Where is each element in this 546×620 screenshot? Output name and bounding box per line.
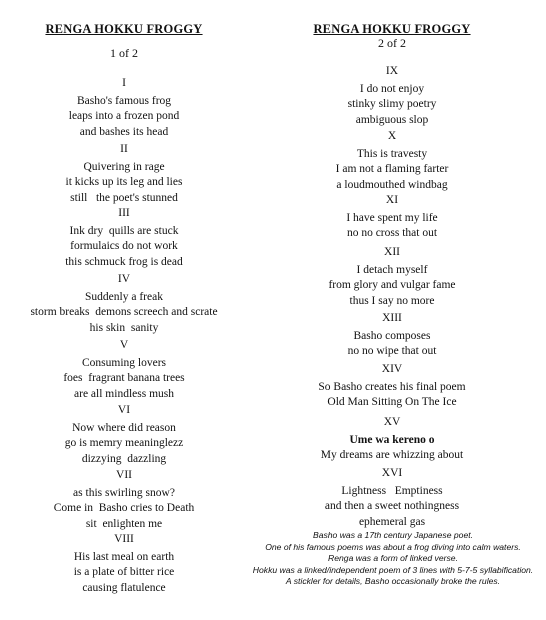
stanza-numeral: V <box>119 339 129 351</box>
stanza-line: from glory and vulgar fame <box>328 279 456 291</box>
footnotes <box>240 530 546 588</box>
stanza-line: So Basho creates his final poem <box>318 380 466 393</box>
stanza-numeral: X <box>387 130 397 142</box>
stanza-line: his skin sanity <box>89 321 159 334</box>
stanza-line: Basho composes <box>353 329 431 342</box>
stanza-line: Old Man Sitting On The Ice <box>327 396 457 408</box>
stanza-line: stinky slimy poetry <box>347 98 437 110</box>
stanza-line: are all mindless mush <box>74 387 174 400</box>
stanza-numeral: XII <box>384 246 400 258</box>
footnote-line: One of his famous poems was about a frog diving into calm waters. <box>265 541 521 552</box>
stanza-line: leaps into a frozen pond <box>68 110 180 122</box>
stanza-line: His last meal on earth <box>73 550 175 563</box>
stanza-line: Consuming lovers <box>81 356 166 369</box>
page-title-left: RENGA HOKKU FROGGY <box>45 22 203 36</box>
stanza-viii <box>20 532 228 596</box>
stanza-numeral: XV <box>383 416 401 428</box>
stanza-numeral: VIII <box>114 533 134 545</box>
footnote-line: Renga was a form of linked verse. <box>328 553 458 564</box>
stanza-xiv <box>272 362 512 411</box>
stanza-line: Ink dry quills are stuck <box>69 224 179 237</box>
stanza-line: no no wipe that out <box>347 345 437 357</box>
stanza-line: still the poet's stunned <box>70 191 178 204</box>
stanza-line: Come in Basho cries to Death <box>53 502 195 514</box>
stanza-line: it kicks up its leg and lies <box>65 176 183 188</box>
stanza-numeral: VI <box>117 404 131 416</box>
stanza-line: Suddenly a freak <box>85 290 163 303</box>
stanza-i <box>20 76 228 140</box>
stanza-line: no no cross that out <box>346 227 438 239</box>
stanza-line: Quivering in rage <box>83 160 165 173</box>
stanza-line: formulaics do not work <box>70 240 178 252</box>
stanza-iv <box>20 272 228 336</box>
stanza-numeral: XI <box>385 194 399 206</box>
stanza-line: Lightness Emptiness <box>341 484 443 497</box>
page-number-left: 1 of 2 <box>110 46 138 60</box>
footnote-line: Hokku was a linked/independent poem of 3 lines with 5-7-5 syllabification. <box>252 564 534 575</box>
stanza-line: My dreams are whizzing about <box>320 449 464 461</box>
stanza-xii <box>272 245 512 309</box>
stanza-line: I have spent my life <box>346 211 438 224</box>
stanza-numeral: III <box>118 207 130 219</box>
stanza-line: as this swirling snow? <box>73 486 175 499</box>
stanza-line: Basho's famous frog <box>76 94 172 107</box>
stanza-numeral: IX <box>385 65 399 77</box>
stanza-numeral: XIV <box>381 363 403 375</box>
stanza-line: I do not enjoy <box>359 82 425 95</box>
stanza-line: sit enlighten me <box>85 517 163 530</box>
stanza-xv <box>272 415 512 464</box>
stanza-line: a loudmouthed windbag <box>336 178 448 191</box>
stanza-line: is a plate of bitter rice <box>73 566 175 578</box>
stanza-numeral: XIII <box>382 312 402 324</box>
stanza-numeral: VII <box>116 469 132 481</box>
stanza-line: Now where did reason <box>72 421 176 434</box>
stanza-ii <box>20 142 228 206</box>
stanza-line: I detach myself <box>356 263 428 276</box>
stanza-ix <box>272 64 512 128</box>
stanza-line: Ume wa kereno o <box>349 433 435 446</box>
stanza-line: causing flatulence <box>82 581 166 594</box>
stanza-numeral: IV <box>117 273 131 285</box>
stanza-line: ephemeral gas <box>358 515 426 528</box>
stanza-line: and then a sweet nothingness <box>324 500 460 512</box>
stanza-line: ambiguous slop <box>355 113 429 126</box>
stanza-xvi <box>272 466 512 530</box>
page-title-right: RENGA HOKKU FROGGY <box>313 22 471 36</box>
stanza-line: and bashes its head <box>79 125 169 138</box>
stanza-vii <box>20 468 228 532</box>
stanza-xiii <box>272 311 512 360</box>
stanza-v <box>20 338 228 402</box>
stanza-iii <box>20 206 228 270</box>
footnote-line: A stickler for details, Basho occasionally broke the rules. <box>285 576 501 587</box>
stanza-vi <box>20 403 228 467</box>
stanza-line: dizzying dazzling <box>81 452 167 465</box>
stanza-line: foes fragrant banana trees <box>63 372 185 384</box>
page-number-right: 2 of 2 <box>378 36 406 50</box>
stanza-line: go is memry meaninglezz <box>64 437 184 449</box>
stanza-x <box>272 129 512 193</box>
stanza-numeral: I <box>122 77 126 89</box>
stanza-numeral: XVI <box>381 467 403 479</box>
stanza-line: storm breaks demons screech and scrate <box>30 306 218 318</box>
stanza-line: This is travesty <box>356 147 428 160</box>
footnote-line: Basho was a 17th century Japanese poet. <box>312 530 474 540</box>
stanza-xi <box>272 193 512 242</box>
stanza-line: thus I say no more <box>349 294 435 307</box>
stanza-line: I am not a flaming farter <box>335 163 449 175</box>
stanza-numeral: II <box>120 143 128 155</box>
stanza-line: this schmuck frog is dead <box>65 255 183 268</box>
